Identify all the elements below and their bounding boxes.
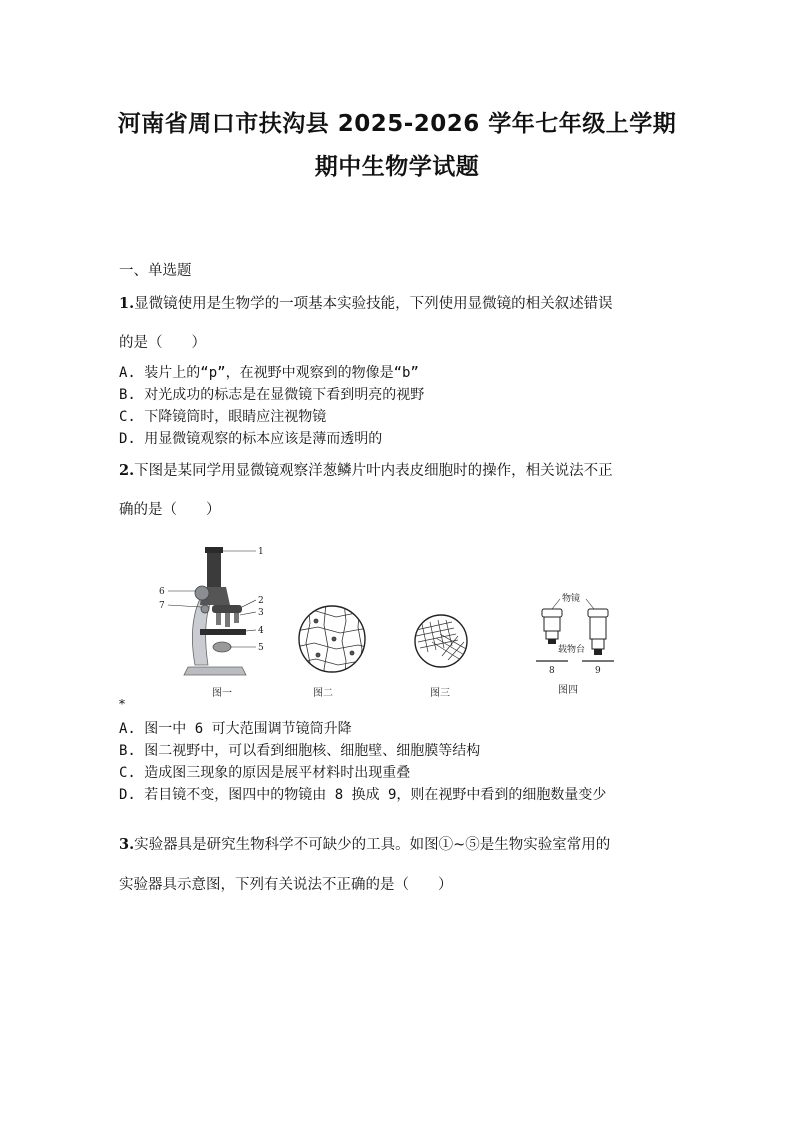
microscope-mirror bbox=[213, 642, 231, 652]
figure-4-caption: 图四 bbox=[558, 685, 578, 696]
microscope-objective-c bbox=[234, 613, 239, 623]
microscope-objective-a bbox=[216, 613, 221, 625]
question-3-stem-line-2: 实验器具示意图，下列有关说法不正确的是（ ） bbox=[119, 877, 453, 893]
question-2-option-c: C. 造成图三现象的原因是展平材料时出现重叠 bbox=[119, 765, 411, 781]
figure-4-objectives bbox=[530, 589, 626, 679]
coarse-focus-knob bbox=[195, 586, 209, 600]
question-1-number: 1. bbox=[119, 295, 135, 312]
figure-asterisk: * bbox=[119, 697, 125, 711]
figure-label-4: 4 bbox=[258, 626, 264, 636]
figure-label-9: 9 bbox=[595, 666, 601, 676]
figure-1-caption: 图一 bbox=[212, 688, 232, 699]
question-1-option-a: A. 装片上的“p”，在视野中观察到的物像是“b” bbox=[119, 365, 419, 381]
question-1-stem-text: 显微镜使用是生物学的一项基本实验技能，下列使用显微镜的相关叙述错误 bbox=[134, 296, 613, 312]
figure-3-overlap-view bbox=[412, 612, 470, 670]
figure-label-2: 2 bbox=[258, 596, 264, 606]
microscope-eyepiece bbox=[205, 547, 223, 553]
question-1-stem-line-2: 的是（ ） bbox=[119, 335, 206, 351]
figure-label-7: 7 bbox=[159, 601, 165, 611]
question-2-option-b: B. 图二视野中，可以看到细胞核、细胞壁、细胞膜等结构 bbox=[119, 743, 481, 759]
objective-9 bbox=[588, 609, 608, 655]
question-1-option-c: C. 下降镜筒时，眼睛应注视物镜 bbox=[119, 409, 327, 425]
figure-label-3: 3 bbox=[258, 608, 264, 618]
question-2-number: 2. bbox=[119, 462, 135, 479]
figure-1-microscope bbox=[150, 543, 280, 693]
microscope-eyepiece-tube bbox=[207, 551, 221, 587]
stage-label: 载物台 bbox=[558, 645, 586, 655]
question-3-number: 3. bbox=[119, 836, 135, 853]
section-heading: 一、单选题 bbox=[119, 263, 192, 279]
question-2-option-d: D. 若目镜不变，图四中的物镜由 8 换成 9，则在视野中看到的细胞数量变少 bbox=[119, 787, 607, 803]
question-3-stem-text: 实验器具是研究生物科学不可缺少的工具。如图①~⑤是生物实验室常用的 bbox=[134, 837, 611, 853]
microscope-base bbox=[184, 667, 246, 675]
figure-2-caption: 图二 bbox=[313, 688, 333, 699]
microscope-nosepiece bbox=[212, 605, 242, 613]
question-2-stem-line-1 bbox=[119, 459, 613, 480]
figure-label-5: 5 bbox=[258, 643, 264, 653]
microscope-objective-b bbox=[225, 613, 230, 627]
question-1-stem-line-1 bbox=[119, 292, 613, 313]
figure-label-6: 6 bbox=[159, 587, 165, 597]
question-2-stem-text: 下图是某同学用显微镜观察洋葱鳞片叶内表皮细胞时的操作，相关说法不正 bbox=[134, 463, 613, 479]
question-1-option-d: D. 用显微镜观察的标本应该是薄而透明的 bbox=[119, 431, 383, 447]
figure-3-caption: 图三 bbox=[430, 688, 450, 699]
question-3-stem-line-1 bbox=[119, 833, 610, 854]
figure-2-cell-view bbox=[296, 603, 368, 675]
objective-label: 物镜 bbox=[562, 594, 581, 604]
figure-label-8: 8 bbox=[549, 666, 555, 676]
fine-focus-knob bbox=[201, 605, 209, 613]
question-1-option-b: B. 对光成功的标志是在显微镜下看到明亮的视野 bbox=[119, 387, 425, 403]
microscope-stage bbox=[200, 629, 246, 635]
question-2-stem-line-2: 确的是（ ） bbox=[119, 502, 221, 518]
question-2-option-a: A. 图一中 6 可大范围调节镜筒升降 bbox=[119, 721, 352, 737]
document-title-line-1: 河南省周口市扶沟县 2025-2026 学年七年级上学期 bbox=[117, 111, 677, 137]
figure-label-1: 1 bbox=[258, 547, 264, 557]
document-title-line-2: 期中生物学试题 bbox=[314, 154, 480, 180]
objective-8 bbox=[542, 609, 562, 644]
